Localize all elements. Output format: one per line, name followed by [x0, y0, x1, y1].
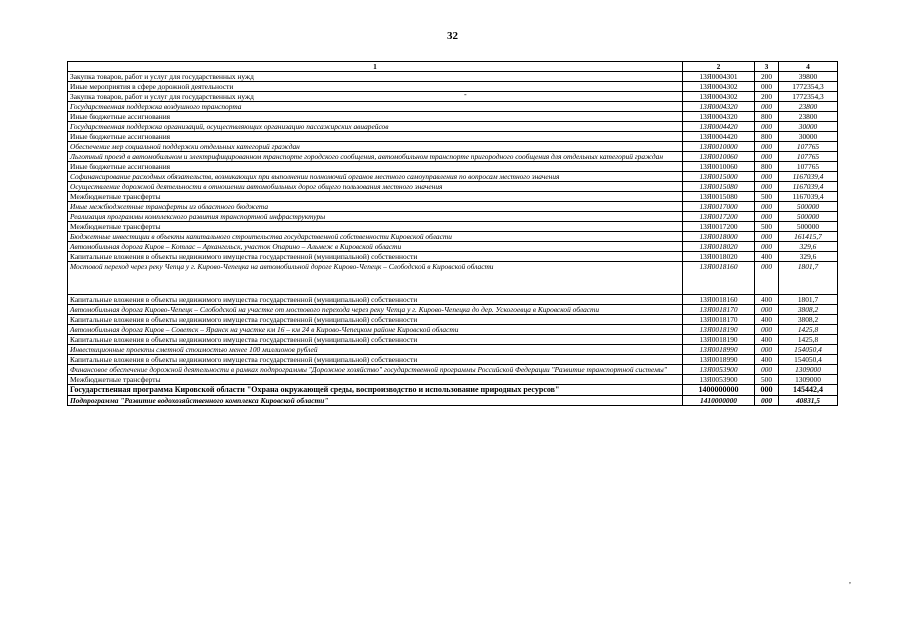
table-row	[68, 162, 838, 172]
table-row	[68, 315, 838, 325]
row-name-cell: Софинансирование расходных обязательств, возникающих при выполнении полномочий органов местного самоуправления по вопросам местного значения	[68, 172, 683, 182]
row-name-cell: Иные бюджетные ассигнования	[68, 132, 683, 142]
row-type-cell: 000	[755, 82, 779, 92]
table-row	[68, 192, 838, 202]
row-name-cell: Межбюджетные трансферты	[68, 375, 683, 385]
row-type-cell: 000	[755, 395, 779, 405]
row-type-cell: 200	[755, 72, 779, 82]
table-row	[68, 345, 838, 355]
row-code-cell: 13Я0004420	[683, 122, 755, 132]
row-sum-cell: 1425,8	[779, 335, 838, 345]
row-type-cell: 400	[755, 252, 779, 262]
row-sum-cell: 23800	[779, 112, 838, 122]
table-row	[68, 202, 838, 212]
row-code-cell: 13Я0004302	[683, 92, 755, 102]
row-type-cell: 000	[755, 152, 779, 162]
row-name-cell: Капитальные вложения в объекты недвижимого имущества государственной (муниципальной) собственности	[68, 315, 683, 325]
row-name-cell: Капитальные вложения в объекты недвижимого имущества государственной (муниципальной) собственности	[68, 335, 683, 345]
row-name-cell: Иные бюджетные ассигнования	[68, 162, 683, 172]
row-name-cell: Реализация программы комплексного развития транспортной инфраструктуры	[68, 212, 683, 222]
table-row	[68, 142, 838, 152]
table-row	[68, 242, 838, 252]
row-type-cell: 400	[755, 335, 779, 345]
row-type-cell: 000	[755, 385, 779, 396]
row-sum-cell: 1309000	[779, 375, 838, 385]
row-name-cell: Государственная поддержка воздушного транспорта	[68, 102, 683, 112]
row-code-cell: 13Я0017200	[683, 222, 755, 232]
row-sum-cell: 3808,2	[779, 305, 838, 315]
table-row	[68, 102, 838, 112]
row-sum-cell: 1309000	[779, 365, 838, 375]
table-row	[68, 92, 838, 102]
table-row	[68, 365, 838, 375]
table-body	[68, 72, 838, 406]
table-row	[68, 355, 838, 365]
header-col-3: 3	[755, 62, 779, 72]
row-name-cell: Иные бюджетные ассигнования	[68, 112, 683, 122]
row-code-cell: 13Я0010060	[683, 152, 755, 162]
row-name-cell: Бюджетные инвестиции в объекты капитального строительства государственной собственности Кировской области	[68, 232, 683, 242]
budget-table	[67, 61, 838, 406]
row-type-cell: 500	[755, 192, 779, 202]
table-row	[68, 172, 838, 182]
row-code-cell: 13Я0017200	[683, 212, 755, 222]
row-type-cell: 000	[755, 365, 779, 375]
table-row	[68, 295, 838, 305]
row-code-cell: 13Я0018990	[683, 345, 755, 355]
header-col-1: 1	[68, 62, 683, 72]
row-type-cell: 000	[755, 182, 779, 192]
row-sum-cell: 145442,4	[779, 385, 838, 396]
row-sum-cell: 23800	[779, 102, 838, 112]
row-sum-cell: 500000	[779, 202, 838, 212]
row-code-cell: 13Я0017000	[683, 202, 755, 212]
row-type-cell: 000	[755, 172, 779, 182]
row-sum-cell: 39800	[779, 72, 838, 82]
row-type-cell: 800	[755, 132, 779, 142]
row-sum-cell: 30000	[779, 122, 838, 132]
row-sum-cell: 107765	[779, 152, 838, 162]
table-row	[68, 132, 838, 142]
row-sum-cell: 1167039,4	[779, 192, 838, 202]
table-row	[68, 252, 838, 262]
row-name-cell: Автомобильная дорога Кирово-Чепецк – Слободской на участке от мостового перехода через реку Чепца у г. Кирово-Чепецка до дер. Ускогоевца в Кировской области	[68, 305, 683, 315]
row-sum-cell: 500000	[779, 212, 838, 222]
page-number: 32	[447, 30, 458, 42]
row-name-cell: Инвестиционные проекты сметной стоимостью менее 100 миллионов рублей	[68, 345, 683, 355]
row-sum-cell: 107765	[779, 142, 838, 152]
row-sum-cell: 329,6	[779, 242, 838, 252]
row-sum-cell: 161415,7	[779, 232, 838, 242]
row-type-cell: 000	[755, 142, 779, 152]
row-code-cell: 13Я0004301	[683, 72, 755, 82]
row-type-cell: 200	[755, 92, 779, 102]
row-code-cell: 13Я0010000	[683, 142, 755, 152]
row-sum-cell: 1772354,3	[779, 92, 838, 102]
row-name-cell: Автомобильная дорога Киров – Котлас – Архангельск, участок Опарино – Альмеж в Кировской области	[68, 242, 683, 252]
row-sum-cell: 1425,8	[779, 325, 838, 335]
row-sum-cell: 1167039,4	[779, 172, 838, 182]
row-name-cell: Закупка товаров, работ и услуг для государственных нужд	[68, 72, 683, 82]
table-row	[68, 222, 838, 232]
header-col-2: 2	[683, 62, 755, 72]
row-type-cell: 400	[755, 355, 779, 365]
table-row	[68, 232, 838, 242]
row-type-cell: 000	[755, 345, 779, 355]
row-code-cell: 13Я0015080	[683, 192, 755, 202]
row-name-cell: Государственная программа Кировской области "Охрана окружающей среды, воспроизводство и использование природных ресурсов"	[68, 385, 683, 396]
row-type-cell: 000	[755, 305, 779, 315]
row-name-cell: Мостовой переход через реку Чепца у г. Кирово-Чепецка на автомобильной дороге Кирово-Чепецк – Слободской в Кировской области	[68, 262, 683, 295]
row-sum-cell: 40831,5	[779, 395, 838, 405]
row-code-cell: 13Я0053900	[683, 365, 755, 375]
row-code-cell: 13Я0015080	[683, 182, 755, 192]
row-name-cell: Межбюджетные трансферты	[68, 192, 683, 202]
row-sum-cell: 107765	[779, 162, 838, 172]
row-type-cell: 000	[755, 122, 779, 132]
table-row	[68, 112, 838, 122]
row-code-cell: 13Я0018160	[683, 262, 755, 295]
row-name-cell: Межбюджетные трансферты	[68, 222, 683, 232]
row-sum-cell: 30000	[779, 132, 838, 142]
row-name-cell: Подпрограмма "Развитие водохозяйственного комплекса Кировской области"	[68, 395, 683, 405]
row-name-cell: Осуществление дорожной деятельности в отношении автомобильных дорог общего пользования местного значения	[68, 182, 683, 192]
row-code-cell: 1400000000	[683, 385, 755, 396]
row-type-cell: 800	[755, 112, 779, 122]
row-sum-cell: 154050,4	[779, 345, 838, 355]
row-name-cell: Капитальные вложения в объекты недвижимого имущества государственной (муниципальной) собственности	[68, 252, 683, 262]
table-row	[68, 262, 838, 295]
row-sum-cell: 154050,4	[779, 355, 838, 365]
row-code-cell: 13Я0015000	[683, 172, 755, 182]
row-name-cell: Иные мероприятия в сфере дорожной деятельности	[68, 82, 683, 92]
row-name-cell: Капитальные вложения в объекты недвижимого имущества государственной (муниципальной) собственности	[68, 295, 683, 305]
row-type-cell: 400	[755, 315, 779, 325]
row-code-cell: 13Я0018190	[683, 325, 755, 335]
row-sum-cell: 1801,7	[779, 262, 838, 295]
row-code-cell: 13Я0010060	[683, 162, 755, 172]
row-code-cell: 13Я0053900	[683, 375, 755, 385]
row-name-cell: Финансовое обеспечение дорожной деятельности в рамках подпрограммы "Дорожное хозяйство" государственной программы Российской Федерации "Развитие транспортной системы"	[68, 365, 683, 375]
row-code-cell: 13Я0018020	[683, 252, 755, 262]
row-type-cell: 000	[755, 262, 779, 295]
row-type-cell: 000	[755, 202, 779, 212]
row-code-cell: 13Я0004320	[683, 102, 755, 112]
row-sum-cell: 1167039,4	[779, 182, 838, 192]
row-code-cell: 13Я0018020	[683, 242, 755, 252]
table-row	[68, 385, 838, 396]
row-sum-cell: 500000	[779, 222, 838, 232]
row-type-cell: 500	[755, 222, 779, 232]
row-code-cell: 13Я0004420	[683, 132, 755, 142]
table-row	[68, 325, 838, 335]
table-row	[68, 182, 838, 192]
row-code-cell: 13Я0018160	[683, 295, 755, 305]
row-sum-cell: 1772354,3	[779, 82, 838, 92]
table-row	[68, 395, 838, 405]
row-code-cell: 13Я0018190	[683, 335, 755, 345]
row-name-cell: Капитальные вложения в объекты недвижимого имущества государственной (муниципальной) собственности	[68, 355, 683, 365]
table-row	[68, 335, 838, 345]
row-name-cell: Иные межбюджетные трансферты из областного бюджета	[68, 202, 683, 212]
table-row	[68, 72, 838, 82]
row-code-cell: 1410000000	[683, 395, 755, 405]
table-row	[68, 82, 838, 92]
row-code-cell: 13Я0018170	[683, 305, 755, 315]
row-name-cell: Льготный проезд в автомобильном и электрифицированном транспорте городского сообщения, автомобильном транспорте пригородного сообщения для отдельных категорий граждан	[68, 152, 683, 162]
row-type-cell: 800	[755, 162, 779, 172]
row-type-cell: 500	[755, 375, 779, 385]
table-row	[68, 152, 838, 162]
row-name-cell: Автомобильная дорога Киров – Советск – Яранск на участке км 16 – км 24 в Кирово-Чепецком районе Кировской области	[68, 325, 683, 335]
stray-dash-mark: -	[464, 90, 467, 99]
row-code-cell: 13Я0018990	[683, 355, 755, 365]
row-sum-cell: 329,6	[779, 252, 838, 262]
table-row	[68, 305, 838, 315]
header-col-4: 4	[779, 62, 838, 72]
row-code-cell: 13Я0004302	[683, 82, 755, 92]
row-sum-cell: 1801,7	[779, 295, 838, 305]
row-name-cell: Обеспечение мер социальной поддержки отдельных категорий граждан	[68, 142, 683, 152]
row-sum-cell: 3808,2	[779, 315, 838, 325]
table-row	[68, 122, 838, 132]
row-code-cell: 13Я0004320	[683, 112, 755, 122]
table-header-row	[68, 62, 838, 72]
row-type-cell: 400	[755, 295, 779, 305]
row-type-cell: 000	[755, 325, 779, 335]
row-code-cell: 13Я0018170	[683, 315, 755, 325]
row-type-cell: 000	[755, 102, 779, 112]
row-code-cell: 13Я0018000	[683, 232, 755, 242]
row-type-cell: 000	[755, 232, 779, 242]
row-type-cell: 000	[755, 242, 779, 252]
table-row	[68, 212, 838, 222]
margin-mark: ,	[849, 576, 851, 585]
table-row	[68, 375, 838, 385]
row-type-cell: 000	[755, 212, 779, 222]
row-name-cell: Закупка товаров, работ и услуг для государственных нужд	[68, 92, 683, 102]
row-name-cell: Государственная поддержка организаций, осуществляющих организацию пассажирских авиарейсов	[68, 122, 683, 132]
